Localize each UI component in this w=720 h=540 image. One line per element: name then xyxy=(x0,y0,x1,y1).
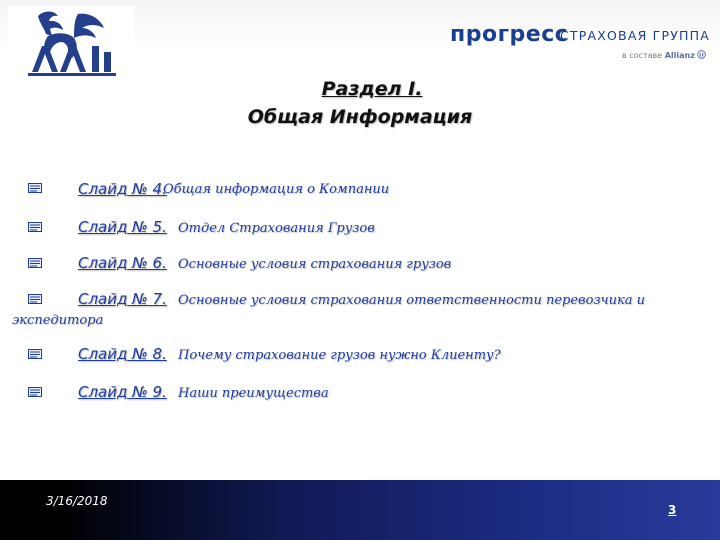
document-bullet-icon xyxy=(28,386,43,398)
slide-description: Почему страхование грузов нужно Клиенту? xyxy=(178,348,501,363)
allianz-eagle-icon xyxy=(697,50,706,59)
slide-description: Наши преимущества xyxy=(178,386,329,401)
document-bullet-icon xyxy=(28,293,43,305)
footer-date: 3/16/2018 xyxy=(46,494,108,508)
slide-link[interactable]: Слайд № 7. xyxy=(78,290,167,308)
brand-subtitle: СТРАХОВАЯ ГРУППА xyxy=(560,28,710,43)
page-number[interactable]: 3 xyxy=(668,503,677,517)
slide-link[interactable]: Слайд № 5. xyxy=(78,218,167,236)
section-subtitle: Общая Информация xyxy=(247,106,473,128)
document-bullet-icon xyxy=(28,182,43,194)
slide-link[interactable]: Слайд № 8. xyxy=(78,345,167,363)
slide-link[interactable]: Слайд № 9. xyxy=(78,383,167,401)
document-bullet-icon xyxy=(28,221,43,233)
company-logo xyxy=(8,6,134,78)
section-title: Раздел I. xyxy=(321,78,423,100)
slide-description: Основные условия страхования ответственности перевозчика и xyxy=(178,293,646,308)
brand-tag-prefix: в составе xyxy=(622,51,663,60)
griffin-logo-icon xyxy=(8,6,134,78)
slide-description: Отдел Страхования Грузов xyxy=(178,221,375,236)
brand-tag-partner: Allianz xyxy=(664,51,695,60)
slide-description-continued: экспедитора xyxy=(12,313,104,328)
document-bullet-icon xyxy=(28,348,43,360)
slide-footer xyxy=(0,480,720,540)
brand-tagline xyxy=(622,50,706,60)
slide-description: Основные условия страхования грузов xyxy=(178,257,452,272)
slide-link[interactable]: Слайд № 4. xyxy=(78,180,167,198)
brand-name: прогресс xyxy=(450,22,569,47)
document-bullet-icon xyxy=(28,257,43,269)
slide-description: Общая информация о Компании xyxy=(163,182,390,197)
slide-link[interactable]: Слайд № 6. xyxy=(78,254,167,272)
slide-header xyxy=(0,0,720,78)
brand-block xyxy=(450,22,715,66)
